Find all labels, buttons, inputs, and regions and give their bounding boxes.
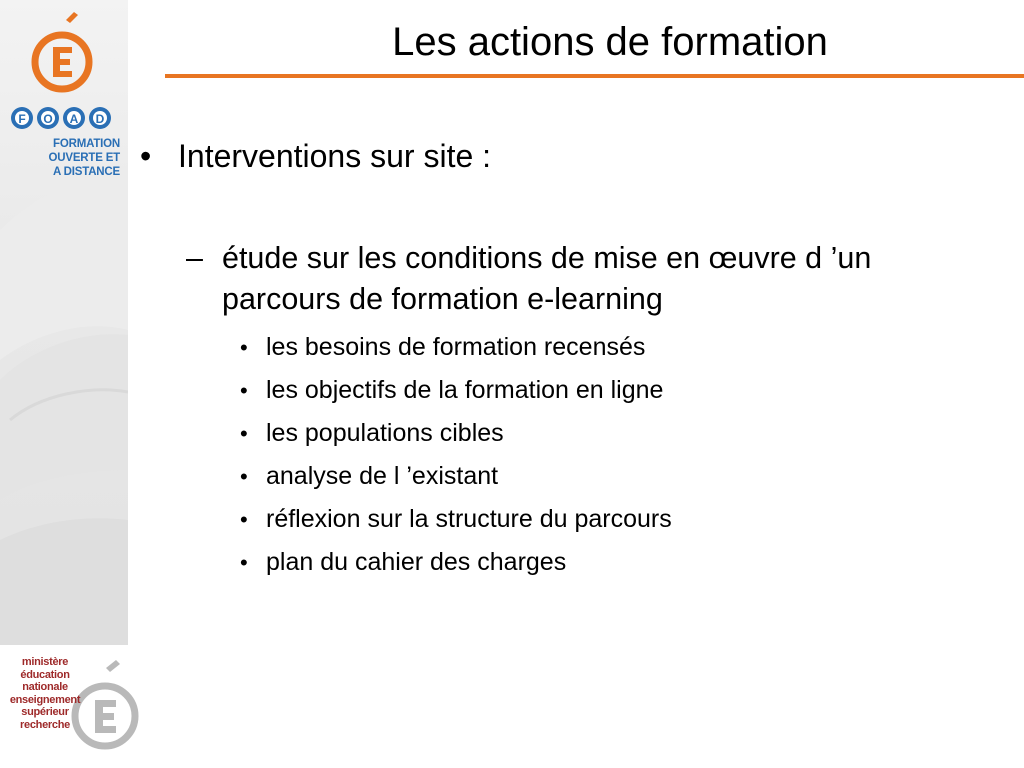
foad-letter-d: D (95, 112, 105, 126)
foad-caption-line: A DISTANCE (52, 166, 120, 178)
ministry-line: éducation (20, 668, 70, 681)
ministry-line: nationale (22, 681, 68, 693)
sub-bullet-text: étude sur les conditions de mise en œuvre d ’un parcours de formation e-learning (222, 241, 872, 316)
ministry-line: enseignement (9, 693, 81, 706)
bullet-level-1 (140, 136, 491, 176)
list-item (240, 415, 672, 458)
dot-marker: • (240, 421, 248, 446)
bullet-list-level-3 (240, 329, 672, 587)
list-item-text: réflexion sur la structure du parcours (266, 505, 672, 533)
bullet-text: Interventions sur site : (178, 138, 492, 174)
dot-marker: • (240, 378, 248, 403)
ministry-line: recherche (20, 718, 70, 731)
list-item-text: plan du cahier des charges (266, 548, 567, 576)
dash-marker: – (186, 241, 203, 275)
list-item (240, 458, 672, 501)
foad-letter-circles (11, 107, 111, 129)
dot-marker: • (240, 335, 248, 360)
bullet-level-2 (186, 238, 996, 320)
foad-letter-o: O (43, 112, 53, 126)
foad-caption-line: FORMATION (53, 138, 120, 150)
list-item (240, 329, 672, 372)
dot-marker: • (240, 550, 248, 575)
foad-caption (40, 137, 120, 179)
slide-title: Les actions de formation (392, 20, 828, 64)
bullet-marker: • (140, 138, 152, 174)
foad-letter-a: A (69, 112, 79, 126)
dot-marker: • (240, 464, 248, 489)
list-item-text: les objectifs de la formation en ligne (266, 376, 664, 404)
foad-letter-f: F (18, 112, 26, 126)
side-decoration (0, 0, 128, 645)
list-item-text: les besoins de formation recensés (266, 333, 646, 361)
list-item-text: analyse de l ’existant (266, 462, 499, 490)
dot-marker: • (240, 507, 248, 532)
ministry-line: supérieur (21, 706, 69, 718)
foad-caption-line: OUVERTE ET (48, 152, 120, 164)
list-item (240, 372, 672, 415)
list-item (240, 544, 672, 587)
ministry-text (4, 656, 86, 731)
list-item (240, 501, 672, 544)
ministry-line: ministère (21, 656, 69, 668)
title-underline (165, 74, 1024, 78)
list-item-text: les populations cibles (266, 419, 504, 447)
